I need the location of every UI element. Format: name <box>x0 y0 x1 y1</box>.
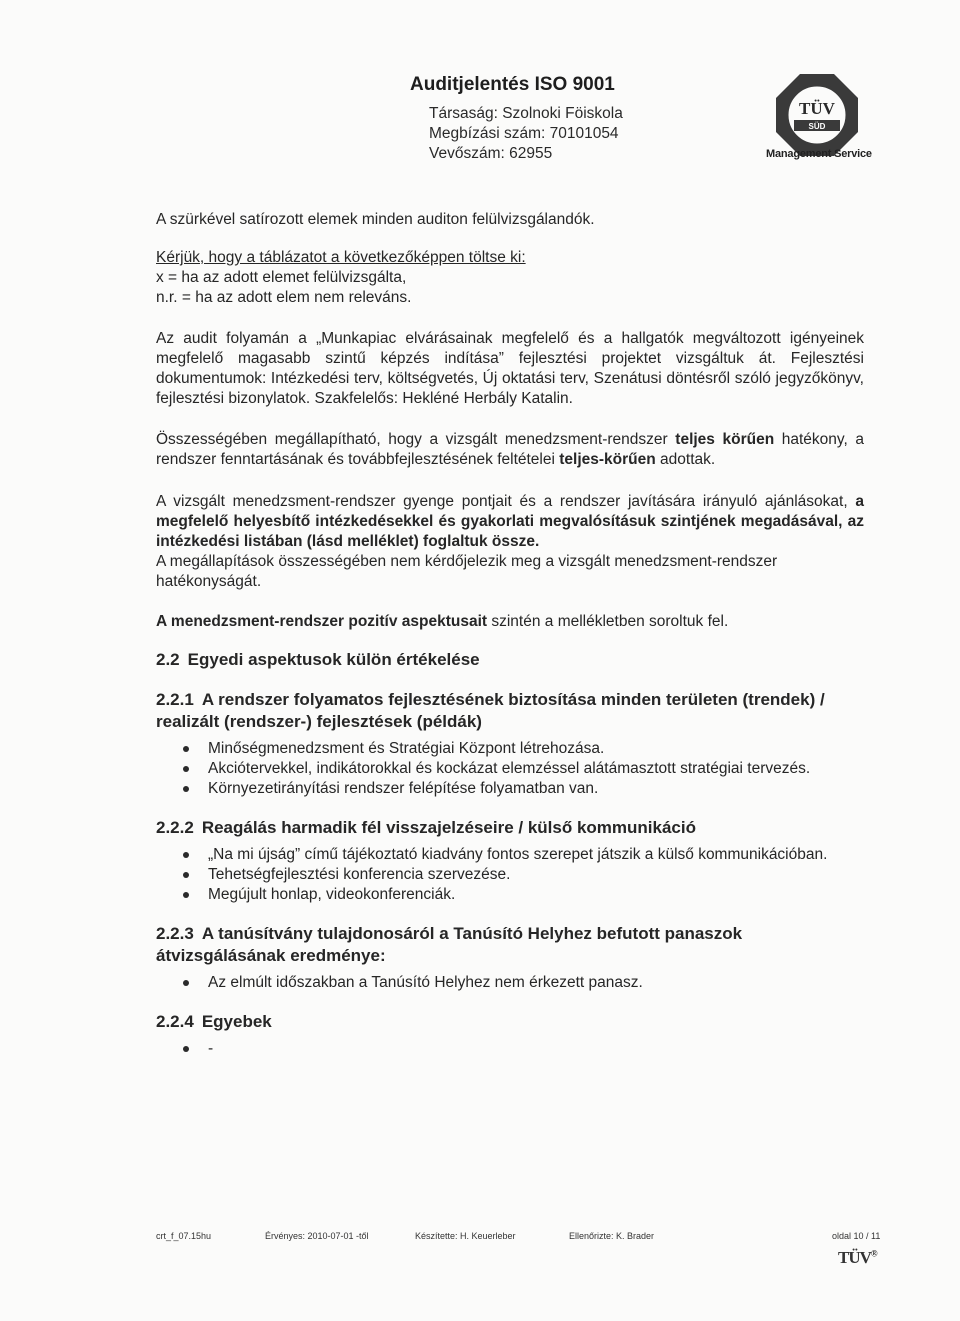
audit-paragraph: Az audit folyamán a „Munkapiac elvárásainak megfelelő és a hallgatók megváltozott igényeinek megfelelő magasabb szintű képzés indítása” fejlesztési projektet vizsgáltuk át. Fejlesztési dokumentumok: Intézkedési terv, költségvetés, Új oktatási terv, Szenátusi döntésről szóló jegyzőkönyv, fejlesztési bizonylatok. Szakfelelős: Hekléné Herbály Katalin. <box>156 330 864 407</box>
summary-text-3: adottak. <box>655 451 716 468</box>
prepared-by: Készítette: H. Keuerleber <box>415 1231 516 1241</box>
logo-caption: Management Service <box>766 148 872 160</box>
list-item: Az elmúlt időszakban a Tanúsító Helyhez nem érkezett panasz. <box>156 973 864 993</box>
list-item: Tehetségfejlesztési konferencia szervezése. <box>156 865 864 885</box>
fill-instruction: Kérjük, hogy a táblázatot a következőképpen töltse ki: <box>156 249 526 266</box>
report-body <box>156 210 864 1059</box>
section-2-2-number: 2.2 <box>156 650 180 669</box>
section-2-2-title <box>156 649 864 671</box>
list-item: Megújult honlap, videokonferenciák. <box>156 885 864 905</box>
section-2-2-3-number: 2.2.3 <box>156 924 194 943</box>
weakness-paragraph <box>156 492 864 552</box>
section-2-2-2-list <box>156 845 864 905</box>
checked-by: Ellenőrizte: K. Brader <box>569 1231 655 1241</box>
footer-logo-mark: ® <box>870 1248 877 1259</box>
list-item: Minőségmenedzsment és Stratégiai Központ létrehozása. <box>156 739 864 759</box>
list-item: - <box>156 1039 864 1059</box>
section-2-2-4-text: Egyebek <box>201 1012 272 1031</box>
section-2-2-1-title <box>156 689 864 733</box>
summary-text-1: Összességében megállapítható, hogy a vizsgált menedzsment-rendszer <box>156 431 676 448</box>
section-2-2-4-list <box>156 1039 864 1059</box>
form-code: crt_f_07.15hu <box>156 1231 212 1241</box>
list-item: „Na mi újság” című tájékoztató kiadvány fontos szerepet játszik a külső kommunikációban. <box>156 845 864 865</box>
positive-aspects-paragraph <box>156 612 864 632</box>
x-legend: x = ha az adott elemet felülvizsgálta, <box>156 269 407 286</box>
list-item: Környezetirányítási rendszer felépítése folyamatban van. <box>156 779 864 799</box>
weakness-text: A vizsgált menedzsment-rendszer gyenge pontjait és a rendszer javítására irányuló ajánlásokat, <box>156 493 856 510</box>
logo-band-text: SÜD <box>808 122 826 131</box>
positive-aspects-bold: A menedzsment-rendszer pozitív aspektusait <box>156 613 488 630</box>
summary-bold-2: teljes-körűen <box>559 451 656 468</box>
nr-legend: n.r. = ha az adott elem nem releváns. <box>156 289 412 306</box>
section-2-2-2-number: 2.2.2 <box>156 818 194 837</box>
summary-bold-1: teljes körűen <box>675 431 775 448</box>
customer-number-line: Vevőszám: 62955 <box>429 145 553 162</box>
section-2-2-2-title <box>156 817 864 839</box>
section-2-2-1-text: A rendszer folyamatos fejlesztésének biztosítása minden területen (trendek) / realizált (rendszer-) fejlesztések (példák) <box>156 690 825 731</box>
section-2-2-4-title <box>156 1011 864 1033</box>
order-number-line: Megbízási szám: 70101054 <box>429 125 619 142</box>
section-2-2-3-title <box>156 923 864 967</box>
positive-aspects-text: szintén a mellékletben soroltuk fel. <box>487 613 729 630</box>
tuv-sud-logo <box>772 70 862 160</box>
gray-note: A szürkével satírozott elemek minden auditon felülvizsgálandók. <box>156 211 595 228</box>
logo-inner-text: TÜV <box>799 99 835 118</box>
weakness-bold: a megfelelő helyesbítő intézkedésekkel és gyakorlati megvalósításuk szintjének megadásával, az intézkedési listában (lásd melléklet) foglaltuk össze. <box>156 493 864 550</box>
summary-paragraph <box>156 430 864 470</box>
company-line: Társaság: Szolnoki Föiskola <box>429 105 623 122</box>
section-2-2-text: Egyedi aspektusok külön értékelése <box>187 650 480 669</box>
report-header <box>410 74 710 164</box>
page-number: oldal 10 / 11 <box>832 1231 881 1241</box>
section-2-2-2-text: Reagálás harmadik fél visszajelzéseire / külső kommunikáció <box>201 818 696 837</box>
summary-text-2: hatékony, a rendszer fenntartásának és továbbfejlesztésének feltételei <box>156 431 864 468</box>
section-2-2-3-list <box>156 973 864 993</box>
section-2-2-1-number: 2.2.1 <box>156 690 194 709</box>
section-2-2-3-text: A tanúsítvány tulajdonosáról a Tanúsító Helyhez befutott panaszok átvizsgálásának eredménye: <box>156 924 743 965</box>
effectiveness-paragraph: A megállapítások összességében nem kérdőjelezik meg a vizsgált menedzsment-rendszer hatékonyságát. <box>156 553 778 590</box>
section-2-2-4-number: 2.2.4 <box>156 1012 194 1031</box>
footer-logo-text: TÜV <box>838 1248 871 1267</box>
footer-tuv-logo <box>838 1248 877 1268</box>
report-title: Auditjelentés ISO 9001 <box>410 74 615 95</box>
list-item: Akciótervekkel, indikátorokkal és kockázat elemzéssel alátámasztott stratégiai tervezés. <box>156 759 864 779</box>
valid-from: Érvényes: 2010-07-01 -től <box>265 1231 369 1241</box>
section-2-2-1-list <box>156 739 864 799</box>
